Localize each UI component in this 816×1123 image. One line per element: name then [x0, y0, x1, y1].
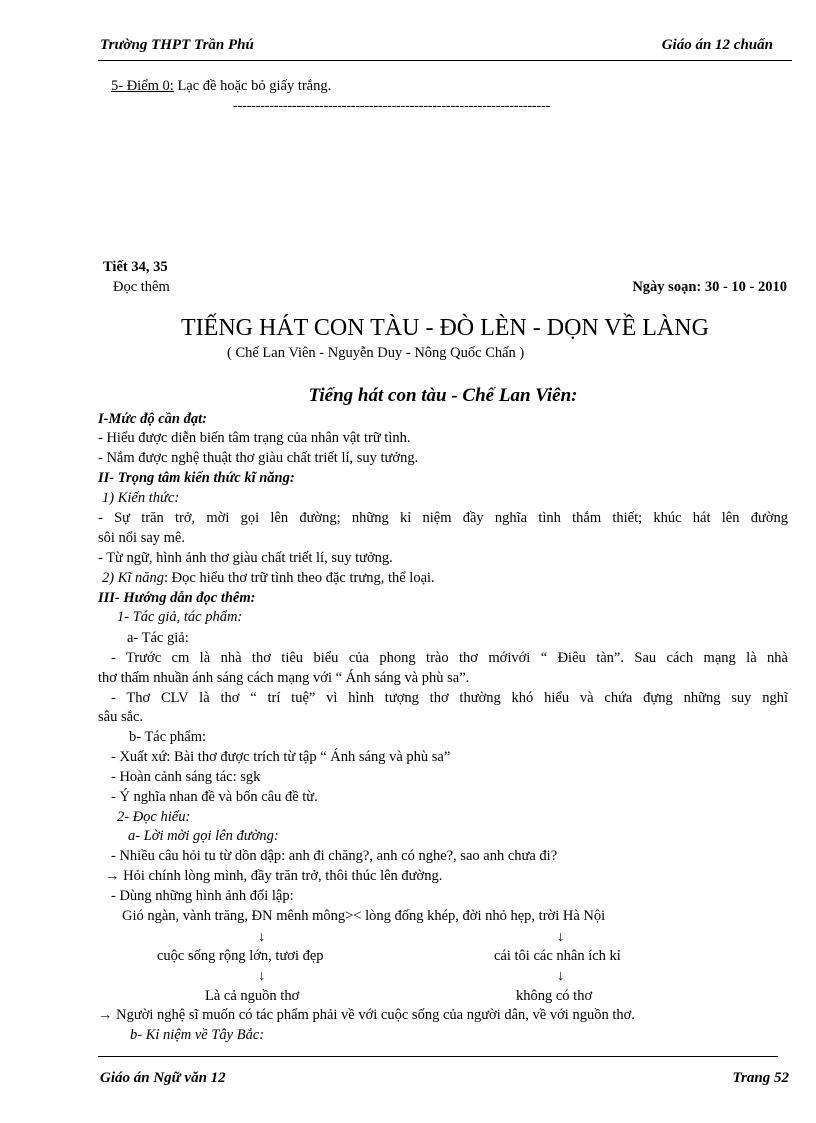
text-line: - Ý nghĩa nhan đề và bốn câu đề từ. [111, 789, 318, 805]
text-line: - Xuất xứ: Bài thơ được trích từ tập “ Ánh sáng và phù sa” [111, 749, 451, 765]
ki-nang-text: : Đọc hiểu thơ trữ tình theo đặc trưng, thể loại. [164, 570, 435, 586]
text-line: → Hỏi chính lòng mình, đầy trăn trở, thôi thúc lên đường. [105, 868, 443, 884]
ki-nang-line [102, 570, 435, 587]
dashed-separator: ---------------------------------------------------------------------- [233, 98, 551, 114]
header-rule [98, 60, 792, 61]
score-text: Lạc đề hoặc bỏ giấy trắng. [173, 78, 332, 94]
subheading-tac-gia-tac-pham: 1- Tác giả, tác phẩm: [117, 609, 243, 625]
footer-doc-title: Giáo án Ngữ văn 12 [100, 1070, 226, 1086]
contrast-right-2: không có thơ [516, 988, 593, 1004]
text-line: - Hiểu được diễn biến tâm trạng của nhân vật trữ tình. [98, 430, 411, 446]
header-school: Trường THPT Trần Phú [100, 37, 254, 53]
text-line: - Dùng những hình ảnh đối lập: [111, 888, 294, 904]
heading-trong-tam: II- Trọng tâm kiến thức kĩ năng: [98, 470, 295, 486]
subheading-doc-hieu: 2- Đọc hiểu: [117, 809, 191, 825]
text-line: sâu sắc. [98, 709, 144, 725]
lesson-period: Tiết 34, 35 [103, 259, 168, 275]
subheading-tac-gia: a- Tác giả: [127, 630, 189, 646]
text-line: Gió ngàn, vành trăng, ĐN mênh mông>< lòng đống khép, đời nhỏ hẹp, trời Hà Nội [122, 908, 606, 924]
footer-page-number: Trang 52 [732, 1070, 789, 1086]
footer-rule [98, 1056, 778, 1057]
down-arrow-icon: ↓ [557, 929, 565, 945]
contrast-left-1: cuộc sống rộng lớn, tươi đẹp [157, 948, 324, 964]
text-line: → Người nghệ sĩ muốn có tác phẩm phải về với cuộc sống của người dân, về với nguồn thơ. [98, 1007, 635, 1023]
subheading-loi-moi-goi: a- Lời mời gọi lên đường: [128, 828, 279, 844]
contrast-right-1: cái tôi các nhân ích kỉ [494, 948, 621, 964]
text-line: - Nhiều câu hỏi tu từ dồn dập: anh đi chăng?, anh có nghe?, sao anh chưa đi? [111, 848, 558, 864]
section-subtitle: Tiếng hát con tàu - Chế Lan Viên: [308, 385, 578, 406]
page-title: TIẾNG HÁT CON TÀU - ĐÒ LÈN - DỌN VỀ LÀNG [181, 315, 709, 341]
lesson-type: Đọc thêm [113, 279, 170, 295]
authors-line: ( Chế Lan Viên - Nguyễn Duy - Nông Quốc Chấn ) [227, 345, 525, 361]
header-doc-title: Giáo án 12 chuẩn [661, 37, 773, 53]
heading-muc-do: I-Mức độ cần đạt: [98, 411, 207, 427]
down-arrow-icon: ↓ [258, 968, 266, 984]
text-line: sôi nổi say mê. [98, 530, 185, 546]
down-arrow-icon: ↓ [557, 968, 565, 984]
subheading-ki-nang: 2) Kĩ năng [102, 570, 165, 586]
heading-huong-dan: III- Hướng dẫn đọc thêm: [98, 590, 256, 606]
score-label: 5- Điểm 0: [111, 78, 174, 94]
subheading-kien-thuc: 1) Kiến thức: [102, 490, 180, 506]
score-line [111, 78, 331, 95]
text-line: - Trước cm là nhà thơ tiêu biểu của phong trào thơ mớivới “ Điêu tàn”. Sau cách mạng là nhà [111, 650, 788, 666]
text-line: - Thơ CLV là thơ “ trí tuệ” vì hình tượng thơ thường khó hiểu và chứa đựng những suy nghĩ [111, 690, 788, 706]
down-arrow-icon: ↓ [258, 929, 266, 945]
text-line: - Hoàn cảnh sáng tác: sgk [111, 769, 261, 785]
lesson-date: Ngày soạn: 30 - 10 - 2010 [632, 279, 787, 295]
subheading-ki-niem: b- Kỉ niệm về Tây Bắc: [130, 1027, 265, 1043]
contrast-left-2: Là cả nguồn thơ [205, 988, 300, 1004]
text-line: - Từ ngữ, hình ảnh thơ giàu chất triết lí, suy tưởng. [98, 550, 393, 566]
text-line: - Nắm được nghệ thuật thơ giàu chất triết lí, suy tưởng. [98, 450, 419, 466]
subheading-tac-pham: b- Tác phẩm: [129, 729, 207, 745]
text-line: thơ thấm nhuần ánh sáng cách mạng với “ Ánh sáng và phù sa”. [98, 670, 470, 686]
text-line: - Sự trăn trở, mời gọi lên đường; những kỉ niệm đầy nghĩa tình thắm thiết; khúc hát lên đường [98, 510, 788, 526]
